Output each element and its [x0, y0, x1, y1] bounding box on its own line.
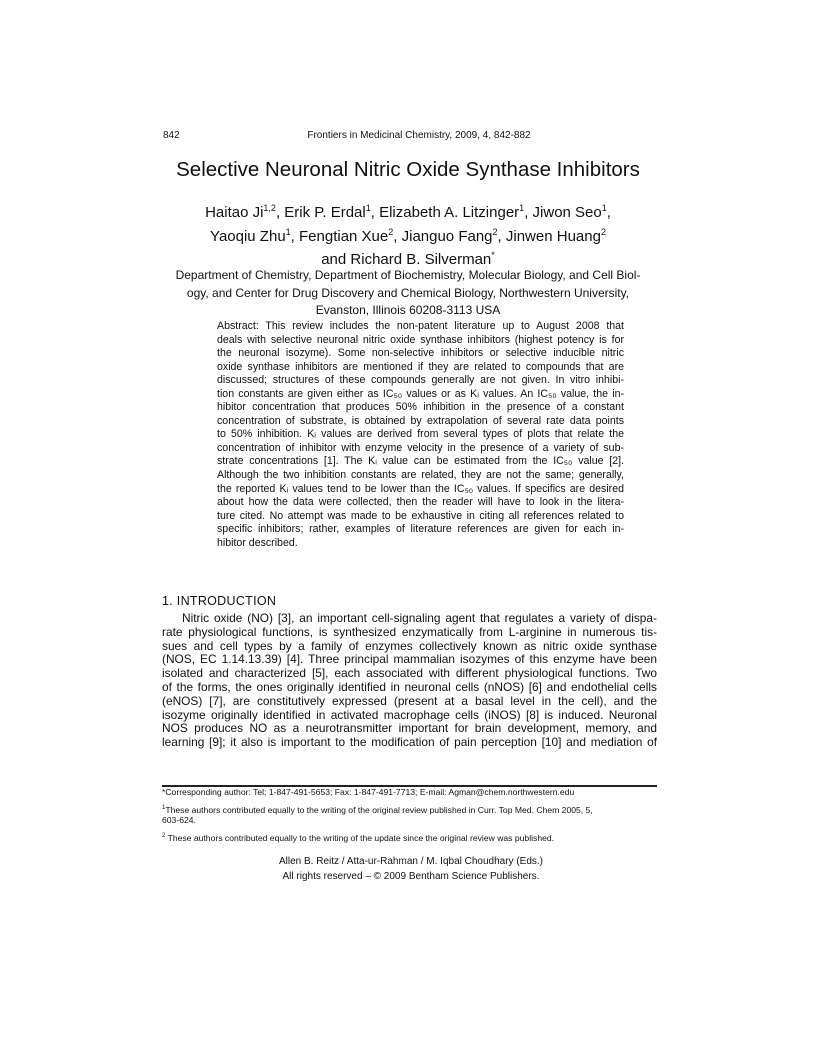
text-line: hibitor concentration that produces 50% inhibition in the presence of a constant [217, 401, 624, 414]
editors: Allen B. Reitz / Atta-ur-Rahman / M. Iqbal Choudhary (Eds.) [279, 856, 543, 867]
text-line: NOS produces NO as a neurotransmitter important for brain development, memory, and [162, 721, 657, 736]
affiliation-line: Department of Chemistry, Department of Biochemistry, Molecular Biology, and Cell Biol- [175, 268, 641, 282]
author-separator: , [290, 227, 300, 245]
footnote-text: These authors contributed equally to the writing of the update since the original review was published. [165, 832, 555, 843]
author-name: Elizabeth A. Litzinger [379, 204, 520, 221]
author-affiliation-mark: 1,2 [263, 203, 276, 213]
footnote-mark: 2 [162, 833, 166, 839]
author-affiliation-mark: * [491, 250, 495, 261]
text-line: (NOS, EC 1.14.13.39) [4]. Three principal mammalian isozymes of this enzyme have been [162, 652, 657, 667]
author-affiliation-mark: 1 [601, 203, 607, 213]
affiliation [0, 267, 816, 320]
abstract [217, 320, 624, 550]
author-affiliation-mark: 1 [285, 226, 291, 237]
text-line: concentration of inhibitor with enzyme velocity in the presence of a variety of sub- [217, 441, 624, 454]
journal-header: Frontiers in Medicinal Chemistry, 2009, 4, 842-882 [307, 130, 531, 141]
author-affiliation-mark: 2 [492, 226, 498, 237]
text-line: the reported Kᵢ values tend to be lower than the IC₅₀ values. If specifics are desired [217, 482, 624, 495]
author-separator: , [393, 227, 402, 245]
author-name: Jianguo Fang [401, 227, 493, 245]
author-name: Fengtian Xue [299, 227, 389, 245]
author-line [0, 223, 816, 247]
footnote-1-cont: 603-624. [162, 815, 196, 825]
text-line: rate physiological functions, is synthesized enzymatically from L-arginine in numerous tis- [162, 624, 657, 639]
author-separator: , [524, 204, 533, 221]
text-line: learning [9]; it also is important to the modification of pain perception [10] and mediation of [162, 735, 657, 750]
author-name: Jinwen Huang [505, 227, 601, 245]
author-separator: , [606, 204, 611, 221]
text-line: Abstract: This review includes the non-patent literature up to August 2008 that [217, 320, 624, 332]
author-line [0, 199, 816, 223]
text-line: specific inhibitors; rather, examples of literature references are given for each in- [217, 523, 624, 536]
text-line: tion constants are given either as IC₅₀ values or as Kᵢ values. An IC₅₀ value, the in- [217, 387, 624, 400]
author-affiliation-mark: 2 [388, 226, 394, 237]
text-line: about how the data were collected, then the reader will have to look in the litera- [217, 496, 624, 509]
author-name: Jiwon Seo [532, 204, 602, 221]
text-line: discussed; structures of these compounds generally are not given. In vitro inhibi- [217, 374, 624, 387]
author-separator: , [275, 204, 285, 221]
copyright: All rights reserved – © 2009 Bentham Science Publishers. [282, 870, 540, 882]
footnote-corresponding: *Corresponding author: Tel: 1-847-491-5653; Fax: 1-847-491-7713; E-mail: Agman@chem.northwestern.edu [162, 787, 575, 797]
author-affiliation-mark: 1 [365, 203, 371, 213]
page-number: 842 [163, 130, 180, 141]
footnote-mark: 1 [162, 805, 166, 811]
footnote-text: These authors contributed equally to the writing of the original review published in Curr. Top Med. Chem 2005, 5, [165, 804, 593, 815]
text-line: Nitric oxide (NO) [3], an important cell-signaling agent that regulates a variety of dispa- [182, 611, 657, 625]
text-line: isozyme originally identified in activated macrophage cells (iNOS) [8] is induced. Neuronal [162, 707, 657, 722]
introduction-paragraph [162, 612, 657, 750]
text-line: (eNOS) [7], are constitutively expressed (present at a basal level in the cell), and the [162, 693, 657, 708]
text-line: deals with selective neuronal nitric oxide synthase inhibitors (highest potency is for [217, 333, 624, 346]
author-name: Haitao Ji [205, 204, 264, 221]
author-affiliation-mark: 1 [519, 203, 525, 213]
book-footer [0, 855, 816, 884]
text-line: Although the two inhibition constants are related, they are not the same; generally, [217, 469, 624, 482]
text-line: strate concentrations [1]. The Kᵢ value can be estimated from the IC₅₀ value [2]. [217, 455, 624, 468]
affiliation-line: ogy, and Center for Drug Discovery and Chemical Biology, Northwestern University, [186, 285, 630, 300]
author-name: Yaoqiu Zhu [210, 227, 286, 245]
text-line: isolated and characterized [5], each associated with different physiological functions. Two [162, 666, 657, 681]
section-heading: 1. INTRODUCTION [162, 594, 277, 608]
text-line: of the forms, the ones originally identified in neuronal cells (nNOS) [6] and endothelial cells [162, 679, 657, 694]
affiliation-line: Evanston, Illinois 60208-3113 USA [315, 303, 501, 318]
text-line: sues and cell types by a family of enzymes collectively known as nitric oxide synthase [162, 638, 657, 653]
text-line: hibitor described. [217, 536, 298, 549]
author-separator: , [497, 227, 506, 245]
text-line: concentration of substrate, is obtained by extrapolation of several rate data points [217, 414, 624, 427]
article-title: Selective Neuronal Nitric Oxide Synthase Inhibitors [176, 158, 640, 181]
author-affiliation-mark: 2 [600, 226, 606, 237]
author-name: and Richard B. Silverman [321, 251, 492, 269]
author-name: Erik P. Erdal [284, 204, 366, 221]
author-separator: , [370, 204, 380, 221]
text-line: to 50% inhibition. Kᵢ values are derived from several types of plots that relate the [217, 428, 624, 441]
text-line: oxide synthase inhibitors are mentioned if they are related to compounds that are [217, 360, 624, 373]
text-line: the neuronal isozyme). Some non-selective inhibitors or selective inducible nitric [217, 347, 624, 360]
footnote-2 [162, 830, 662, 844]
text-line: ture cited. No attempt was made to be exhaustive in citing all references related to [217, 509, 624, 522]
author-list [0, 199, 816, 270]
